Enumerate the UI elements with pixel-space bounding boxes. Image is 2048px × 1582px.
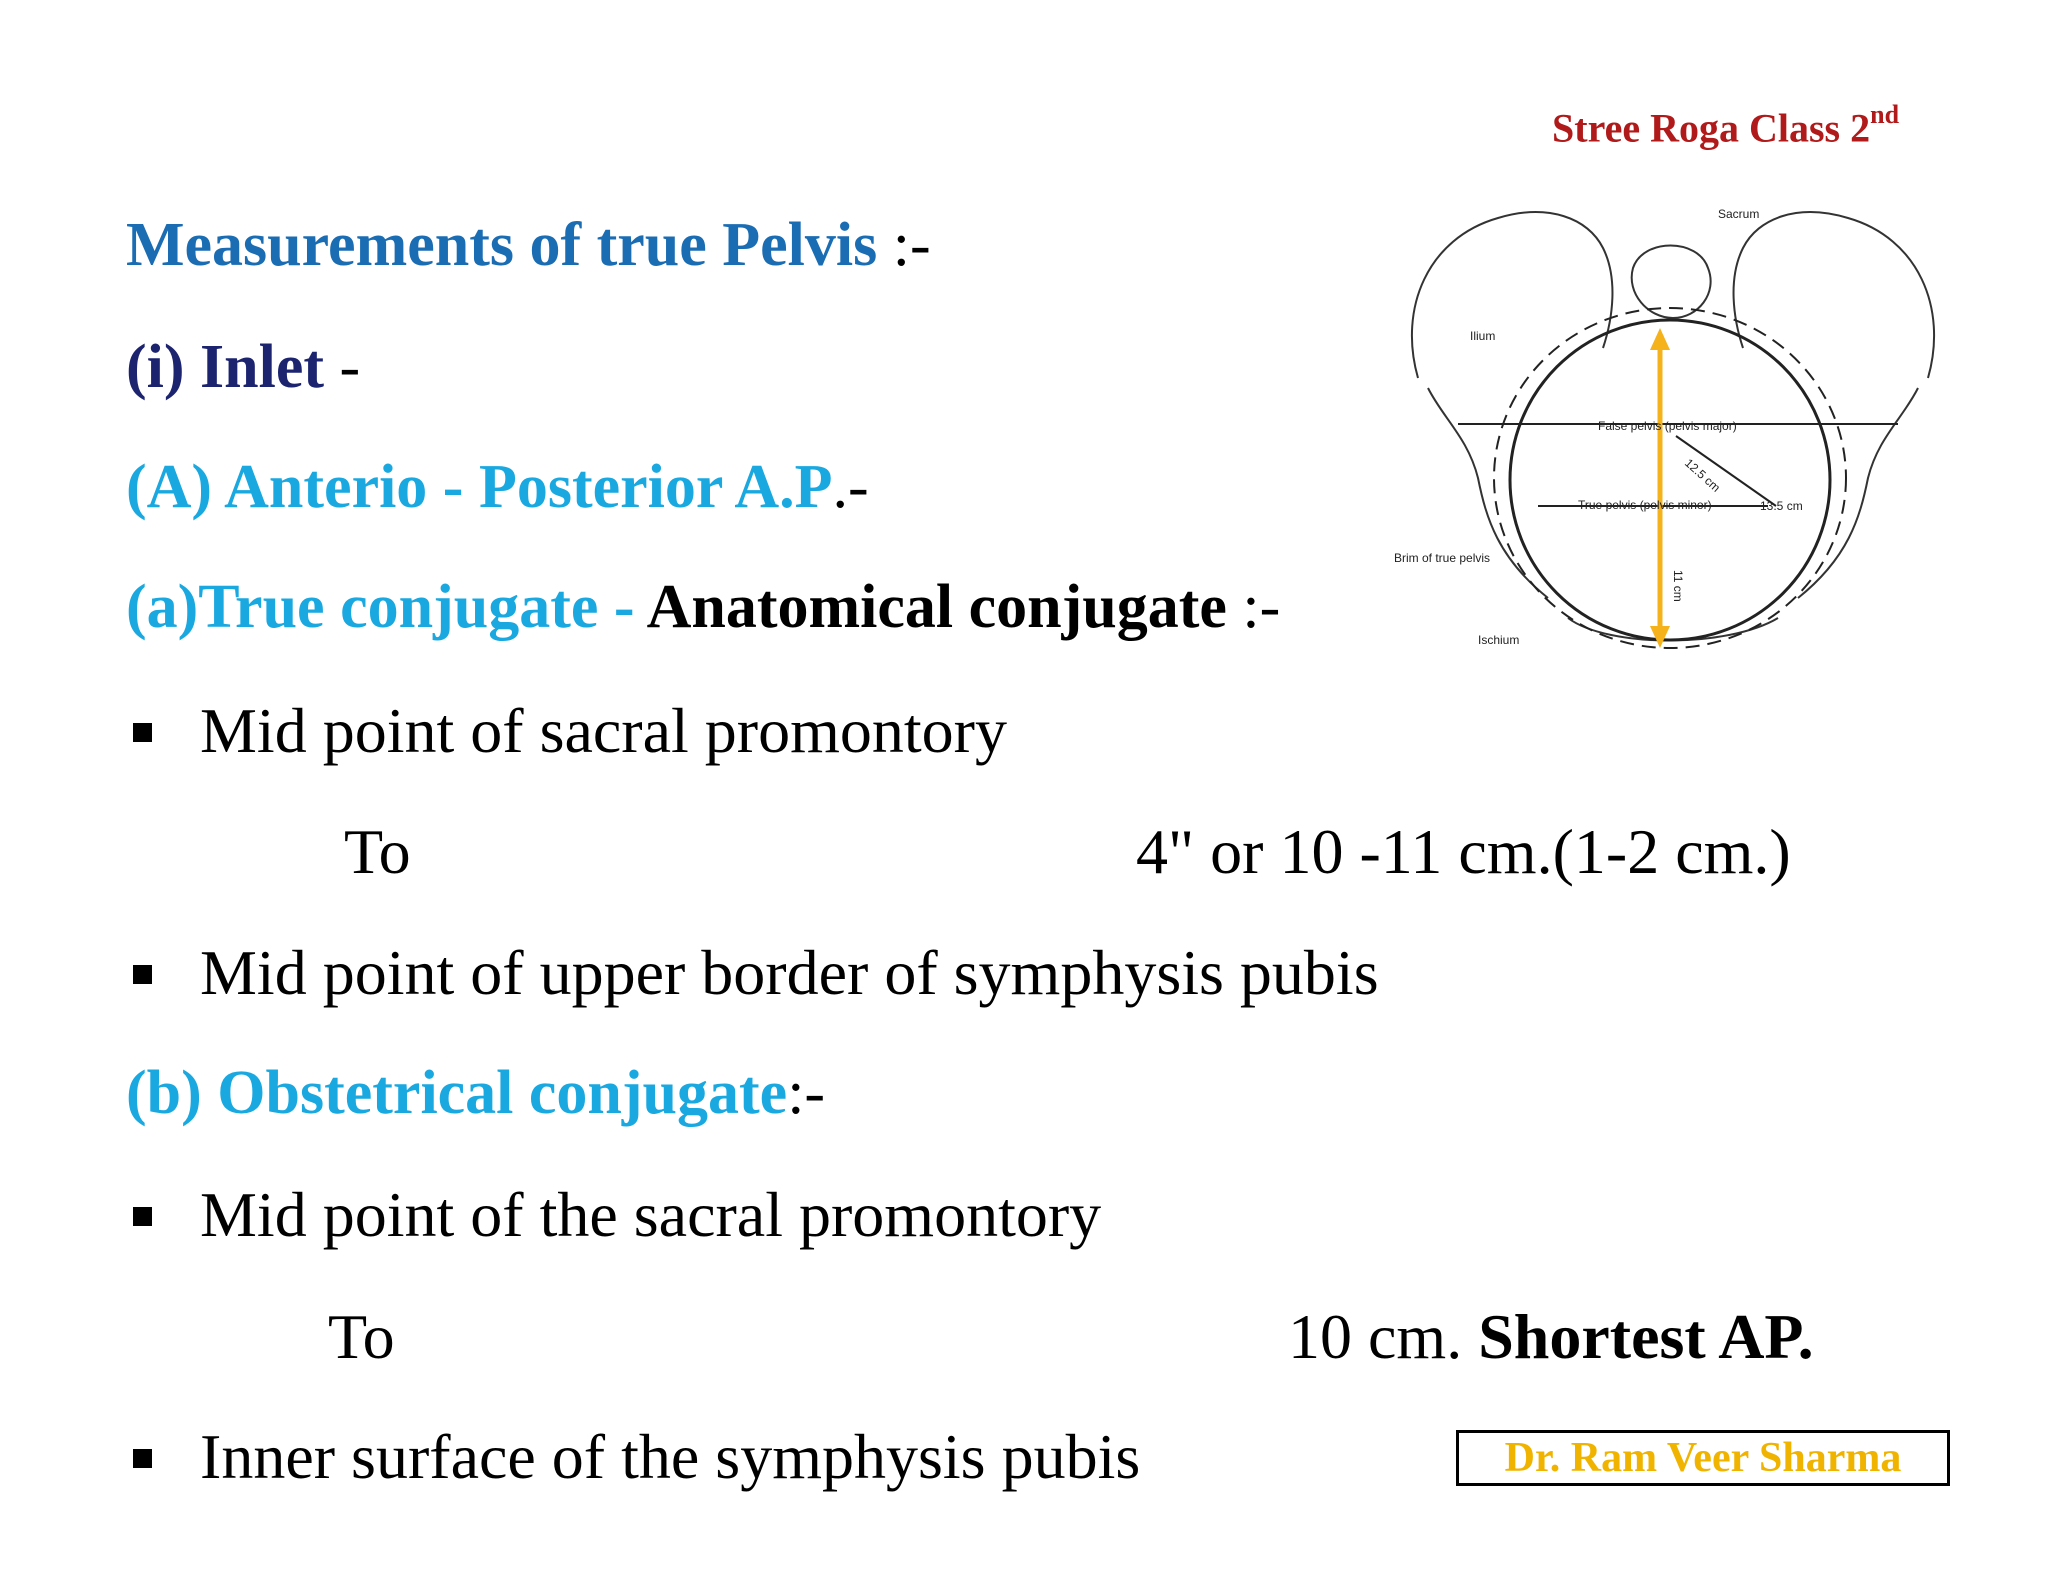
label-true-pelvis: True pelvis (pelvis minor) bbox=[1578, 498, 1712, 512]
to-label-2: To bbox=[328, 1301, 395, 1372]
bullet-3 bbox=[133, 1207, 152, 1226]
left-ilium-outline bbox=[1412, 212, 1613, 378]
label-13-5-cm: 13.5 cm bbox=[1760, 499, 1803, 513]
left-pelvis-wall bbox=[1428, 388, 1548, 598]
label-11-cm: 11 cm bbox=[1671, 570, 1685, 602]
label-12-5-cm: 12.5 cm bbox=[1681, 455, 1724, 495]
ap-arrow-head-bottom bbox=[1650, 626, 1670, 648]
obstetrical-conjugate-heading: (b) Obstetrical conjugate:- bbox=[126, 1059, 826, 1127]
course-title: Stree Roga Class 2nd bbox=[1552, 100, 1900, 151]
bullet-1 bbox=[133, 723, 152, 742]
true-conjugate-heading: (a)True conjugate - Anatomical conjugate :- bbox=[126, 573, 1281, 641]
pelvis-diagram bbox=[1388, 178, 1956, 666]
to-label-1: To bbox=[344, 816, 411, 887]
bullet-2 bbox=[133, 965, 152, 984]
author-signature: Dr. Ram Veer Sharma bbox=[1456, 1430, 1950, 1486]
label-false-pelvis: False pelvis (pelvis major) bbox=[1598, 419, 1737, 433]
pelvic-brim bbox=[1510, 320, 1830, 640]
inlet-heading: (i) Inlet - bbox=[126, 333, 361, 401]
label-ischium: Ischium bbox=[1478, 633, 1520, 647]
item-symphysis-upper-border: Mid point of upper border of symphysis pubis bbox=[200, 937, 1379, 1008]
right-ilium-outline bbox=[1734, 212, 1935, 378]
right-pelvis-wall bbox=[1798, 388, 1918, 598]
item-sacral-promontory: Mid point of sacral promontory bbox=[200, 695, 1007, 766]
heading: Measurements of true Pelvis :- bbox=[126, 211, 931, 279]
bullet-4 bbox=[133, 1449, 152, 1468]
item-sacral-promontory-2: Mid point of the sacral promontory bbox=[200, 1179, 1102, 1250]
label-brim: Brim of true pelvis bbox=[1394, 551, 1491, 565]
item-symphysis-inner-surface: Inner surface of the symphysis pubis bbox=[200, 1421, 1141, 1492]
label-ilium: Ilium bbox=[1470, 329, 1496, 343]
ap-arrow-head-top bbox=[1650, 328, 1670, 350]
ap-heading: (A) Anterio - Posterior A.P.- bbox=[126, 453, 869, 521]
label-sacrum: Sacrum bbox=[1718, 207, 1760, 221]
measurement-2: 10 cm. Shortest AP. bbox=[1288, 1301, 1814, 1372]
measurement-1: 4" or 10 -11 cm.(1-2 cm.) bbox=[1136, 816, 1791, 887]
